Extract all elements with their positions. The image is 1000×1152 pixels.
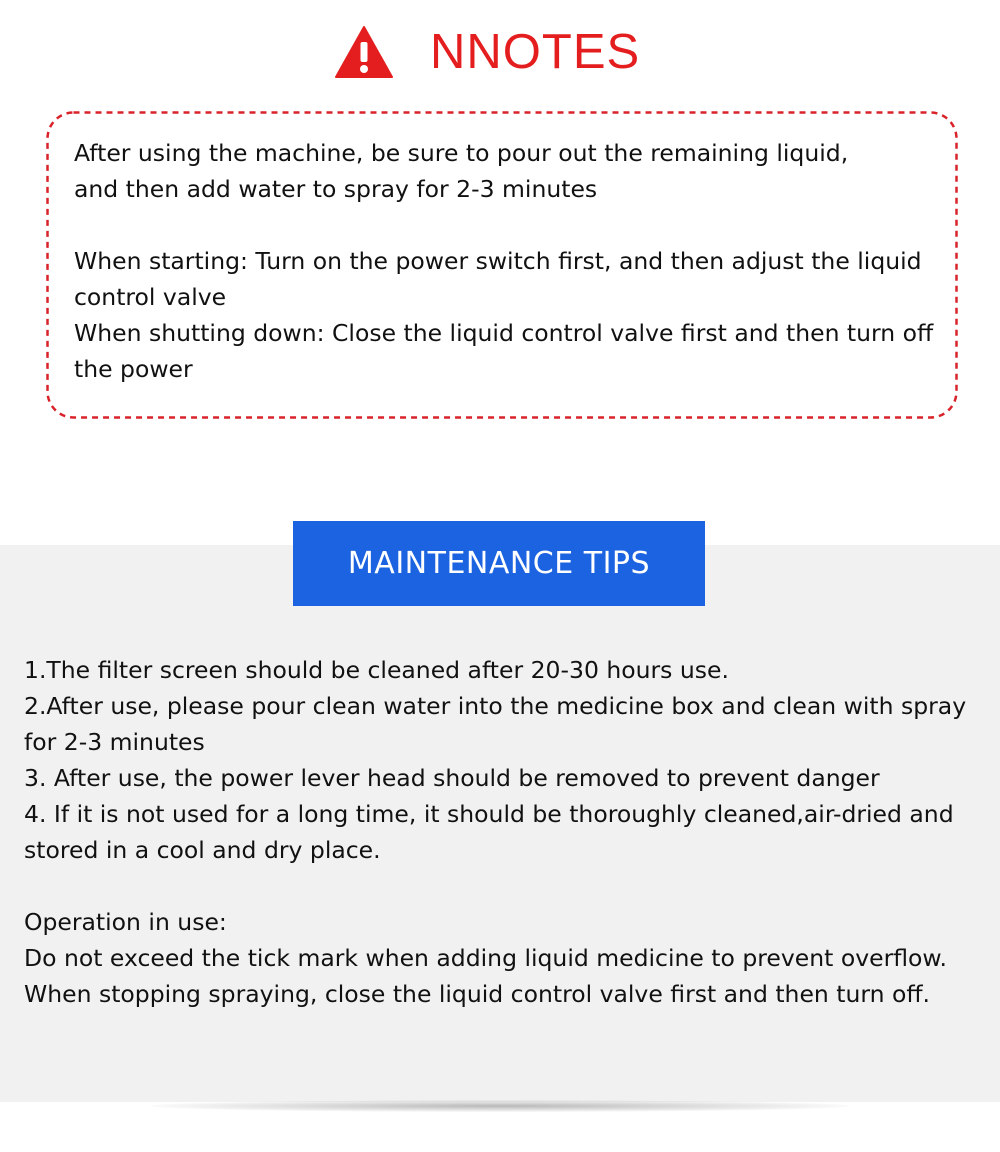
notes-paragraph-3: When shutting down: Close the liquid control valve first and then turn off the power [74,319,934,383]
notes-paragraph-1-line-1: After using the machine, be sure to pour out the remaining liquid, [74,139,849,167]
operation-line-1: Do not exceed the tick mark when adding liquid medicine to prevent overflow. [24,944,947,972]
notes-paragraph-1-line-2: and then add water to spray for 2-3 minutes [74,175,598,203]
maintenance-text [24,652,994,1012]
tip-1: 1.The filter screen should be cleaned after 20-30 hours use. [24,656,729,684]
tip-4: 4. If it is not used for a long time, it should be thoroughly cleaned,air-dried and stored in a cool and dry place. [24,800,954,864]
tip-2: 2.After use, please pour clean water into the medicine box and clean with spray for 2-3 minutes [24,692,967,756]
operation-heading: Operation in use: [24,908,227,936]
maintenance-banner: MAINTENANCE TIPS [293,521,705,606]
notes-header [0,22,1000,82]
paragraph-gap [74,207,954,243]
bottom-shadow [150,1100,850,1112]
notes-box [46,111,958,419]
paragraph-gap [24,868,994,904]
operation-line-2: When stopping spraying, close the liquid control valve first and then turn off. [24,980,931,1008]
notes-title: NNOTES [430,25,641,79]
notes-paragraph-2: When starting: Turn on the power switch first, and then adjust the liquid control valve [74,247,922,311]
notes-text [74,135,954,387]
warning-icon [334,25,394,79]
tip-3: 3. After use, the power lever head should be removed to prevent danger [24,764,880,792]
